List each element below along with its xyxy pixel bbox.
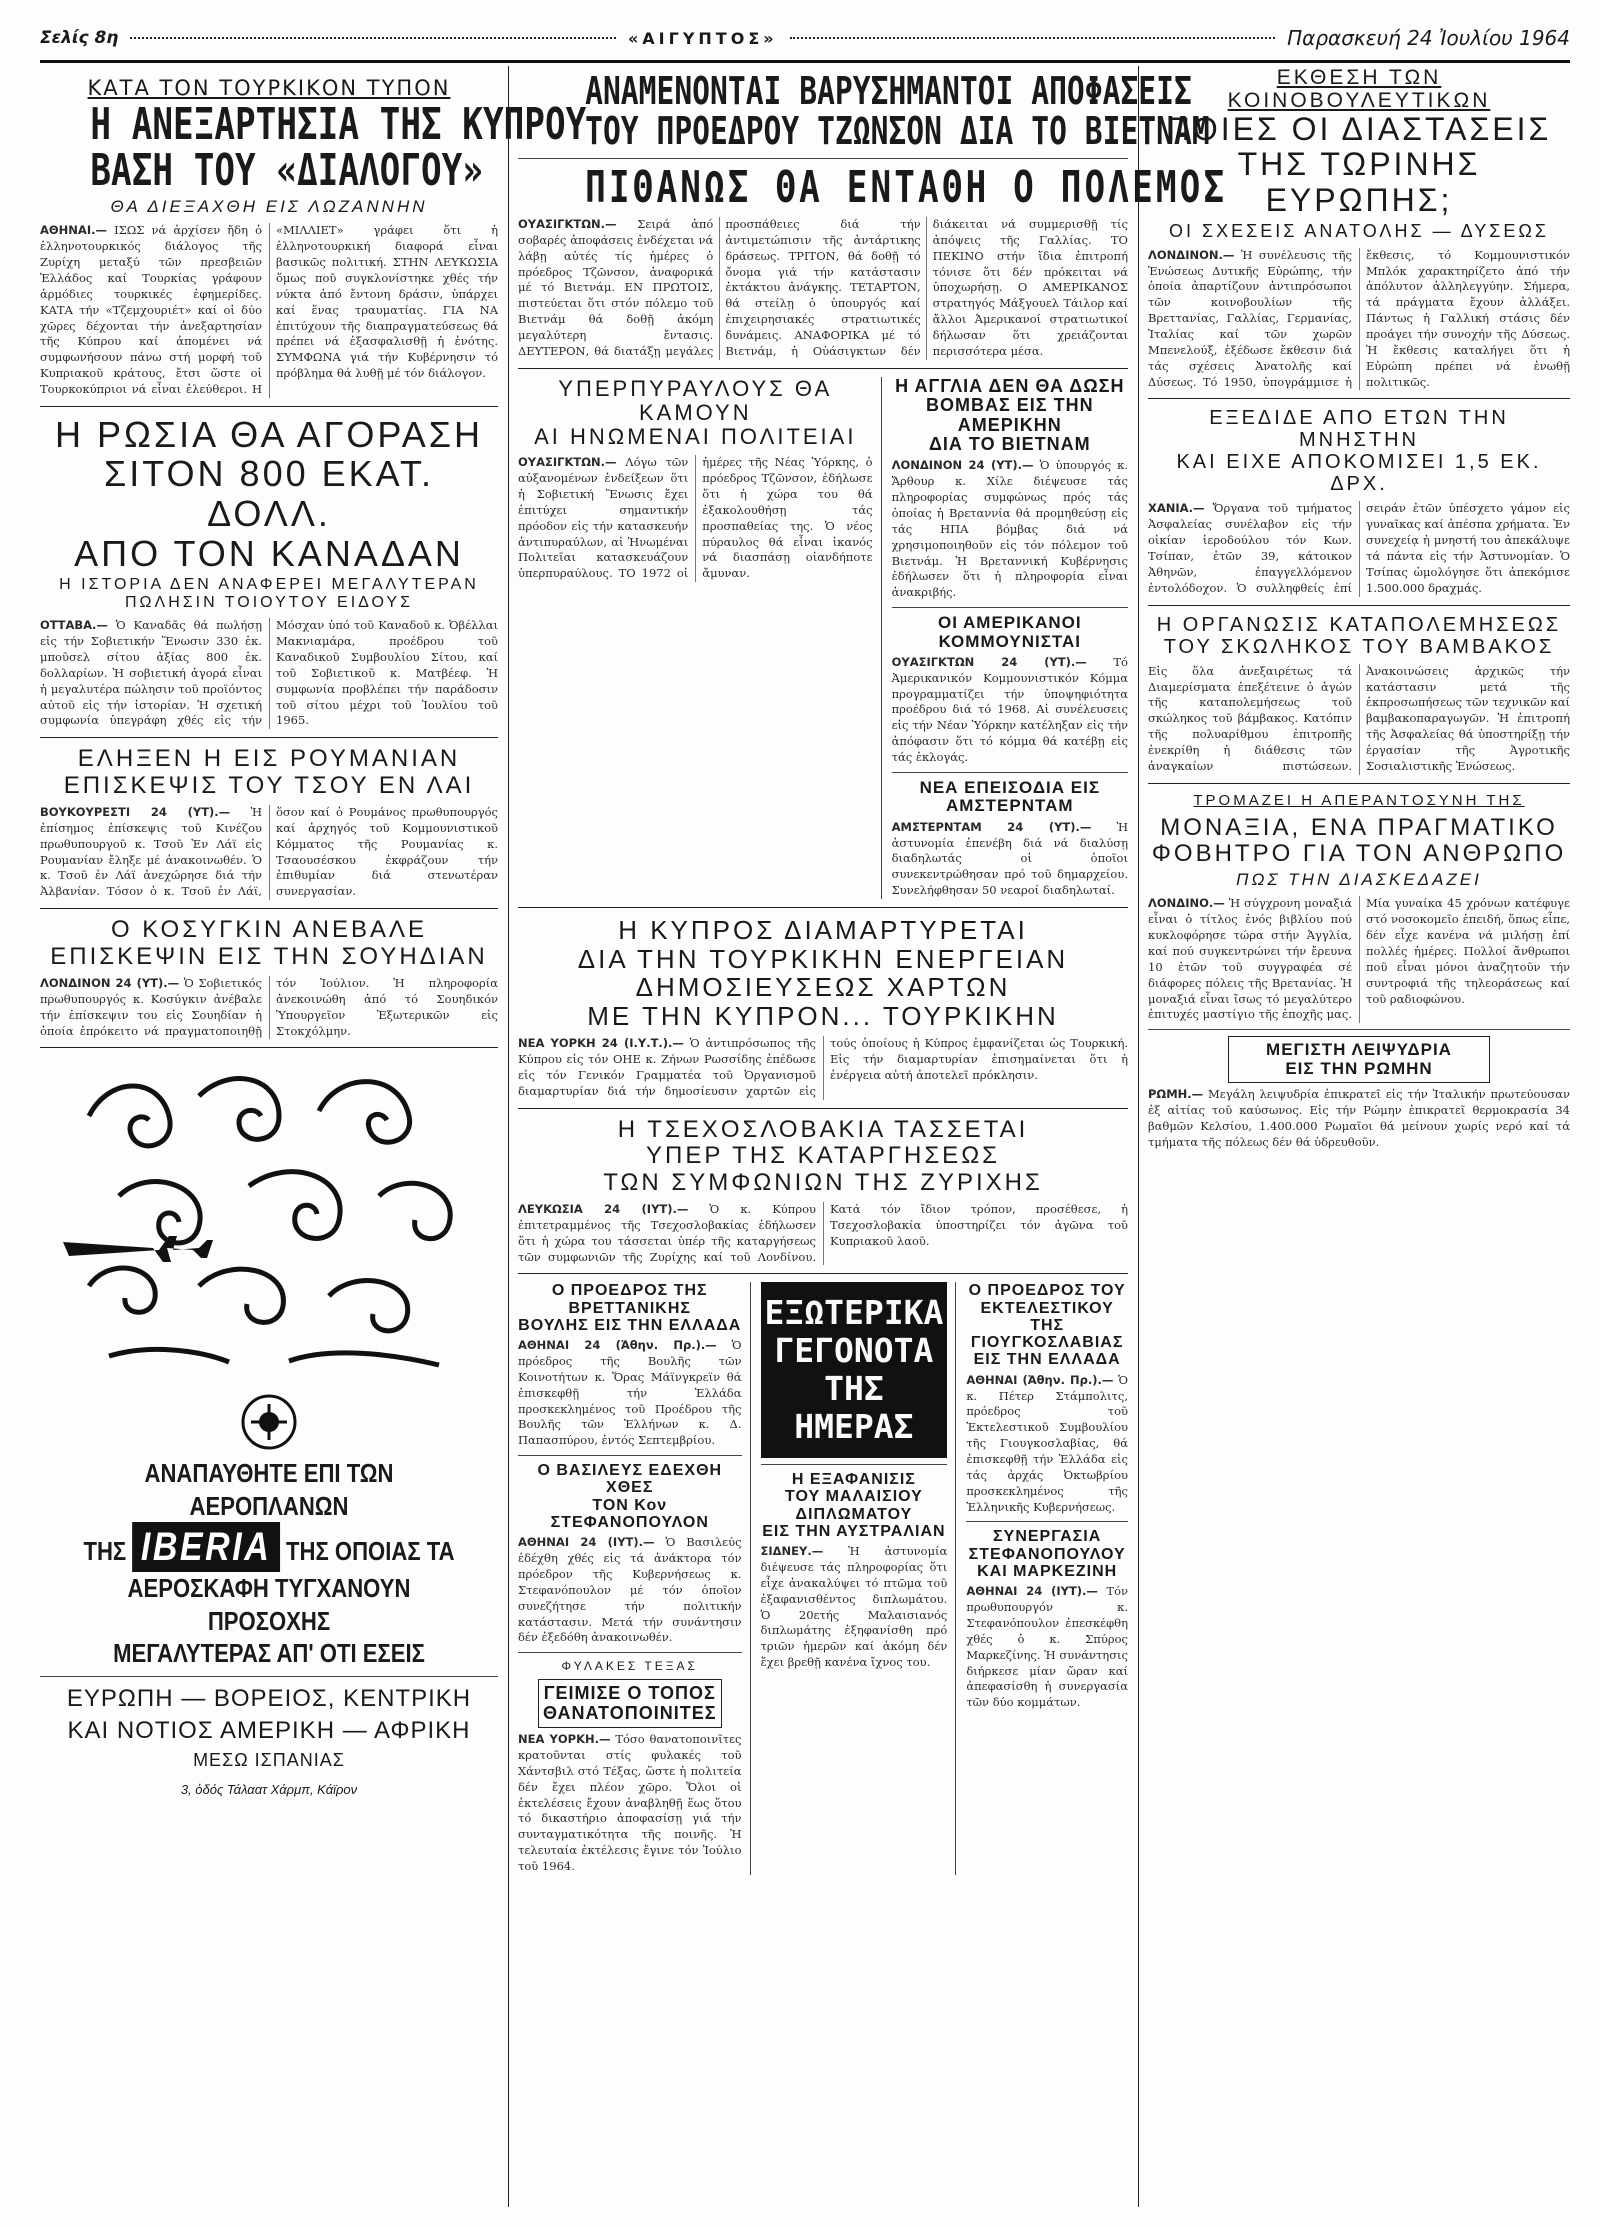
article-headline: ΤΗΣ ΓΙΟΥΓΚΟΣΛΑΒΙΑΣ: [970, 1316, 1124, 1352]
center-subcolumn-middle: [761, 1282, 957, 1875]
article-cotton-worm: [1148, 614, 1570, 775]
article-body: [966, 1373, 1128, 1516]
ad-headline: ΑΕΡΟΣΚΑΦΗ ΤΥΓΧΑΝΟΥΝ ΠΡΟΣΟΧΗΣ: [127, 1573, 411, 1636]
ad-headline-brand-line: [74, 1522, 463, 1572]
article-headline: Η ΟΡΓΑΝΩΣΙΣ ΚΑΤΑΠΟΛΕΜΗΣΕΩΣ: [1156, 613, 1562, 636]
article-chou-romania: [40, 746, 498, 900]
article-headline: Ο ΒΑΣΙΛΕΥΣ ΕΔΕΧΘΗ ΧΘΕΣ: [537, 1462, 723, 1497]
article-dateline: ΣΙΔΝΕΥ.—: [760, 1544, 824, 1559]
article-divider: [40, 406, 498, 407]
article-text: Ἡ σύγχρονη μοναξιά εἶναι ὁ τίτλος ἑνός βιβλίου πού κυκλοφόρησε τώρα στήν Ἀγγλία, καί πού συγκεντρώνει τήν ἔρευνα 10 ἐτῶν τοῦ συγγραφέα σέ διάφορες πόλεις τῆς Βρετανίας. Ἡ μοναξιά εἶναι ἴσως τό μεγαλύτερο ἐπιτυχές μαστίγιο τῆς ἐποχῆς μας. Μία γυναίκα 45 χρόνων κατέφυγε στό νοσοκομεῖο ἐπειδή, ὅπως εἶπε, δέν εἶχε κανένα νά μιλήσῃ ἐπί πολλές ἡμέρες. Πολλοί ἄνθρωποι ποῦ εἶναι μόνοι ἀναζητοῦν τήν συντροφιά τῆς τηλεοράσεως καί τοῦ ραδιοφώνου.: [1148, 896, 1570, 1022]
article-body: [1148, 664, 1570, 775]
article-headline: ΑΠΟ ΤΟΝ ΚΑΝΑΔΑΝ: [74, 532, 464, 574]
article-divider: [518, 1108, 1128, 1109]
article-headline: ΜΕΓΙΣΤΗ ΛΕΙΨΥΔΡΙΑ: [1266, 1040, 1452, 1060]
article-divider: [1148, 783, 1570, 784]
article-divider: [518, 907, 1128, 908]
article-divider: [40, 908, 498, 909]
article-loneliness: [1148, 792, 1570, 1024]
article-dateline: ΑΘΗΝΑΙ 24 (Ἀθην. Πρ.).—: [518, 1338, 717, 1353]
article-body: [892, 655, 1128, 766]
article-text: Ἡ ἀστυνομία ἐπενέβη διά νά διαλύσῃ διαδηλωτάς οἱ ὁποῖοι συνεκεντρώθησαν πρό τοῦ δημαρχείου. Συνελήφθησαν 50 νεαροί διαδηλωταί.: [891, 819, 1128, 898]
article-headline: ΥΠΕΡΠΥΡΑΥΛΟΥΣ ΘΑ ΚΑΜΟΥΝ: [558, 375, 833, 425]
article-czechoslovakia: [518, 1117, 1128, 1266]
article-headline: ΤΟΥ ΣΚΩΛΗΚΟΣ ΤΟΥ ΒΑΜΒΑΚΟΣ: [1163, 635, 1555, 658]
article-body: [518, 1036, 1128, 1099]
article-body: [518, 1535, 742, 1646]
article-cyprus-protest: [518, 916, 1128, 1100]
article-kosygin-sweden: [40, 917, 498, 1039]
article-dateline: ΟΥΑΣΙΓΚΤΩΝ.—: [518, 216, 617, 231]
article-text: Τό Ἀμερικανικόν Κομμουνιστικόν Κόμμα προγραμματίζει τήν ὑποψηφιότητα προέδρου διά τό 1968. Αἱ συνέλευσεις εἰς τήν Νέαν Ὑόρκην κατέληξαν εἰς τήν ἀπόφασιν ὅτι τό κόμμα θά κατέβῃ εἰς τάς ἐκλογάς.: [891, 654, 1128, 765]
article-dateline: ΑΜΣΤΕΡΝΤΑΜ 24 (ΥΤ).—: [891, 819, 1092, 834]
article-headline: ΟΙ ΑΜΕΡΙΚΑΝΟΙ ΚΟΜΜΟΥΝΙΣΤΑΙ: [937, 613, 1082, 651]
article-europe-dimensions: [1148, 66, 1570, 390]
article-headline: ΠΟΙΕΣ ΟΙ ΔΙΑΣΤΑΣΕΙΣ: [1166, 111, 1552, 148]
article-headline: Η ΚΥΠΡΟΣ ΔΙΑΜΑΡΤΥΡΕΤΑΙ: [618, 914, 1028, 945]
article-headline: ΤΟΥ ΠΡΟΕΔΡΟΥ ΤΖΩΝΣΟΝ ΔΙΑ ΤΟ ΒΙΕΤΝΑΜ: [585, 108, 1210, 153]
ad-destinations: ΕΥΡΩΠΗ — ΒΟΡΕΙΟΣ, ΚΕΝΤΡΙΚΗ: [66, 1684, 472, 1712]
masthead-divider: [40, 60, 1570, 63]
page-date: Παρασκευή 24 Ἰουλίου 1964: [1287, 26, 1571, 50]
headline-box: [1228, 1036, 1490, 1083]
article-headline: ΦΟΒΗΤΡΟ ΓΙΑ ΤΟΝ ΑΝΘΡΩΠΟ: [1151, 840, 1567, 868]
article-headline: ΑΙ ΗΝΩΜΕΝΑΙ ΠΟΛΙΤΕΙΑΙ: [534, 424, 857, 450]
article-body: [1148, 248, 1570, 391]
article-subheadline: ΟΙ ΣΧΕΣΕΙΣ ΑΝΑΤΟΛΗΣ — ΔΥΣΕΩΣ: [1169, 220, 1549, 241]
article-body: [40, 223, 498, 397]
article-headline: ΤΩΝ ΣΥΜΦΩΝΙΩΝ ΤΗΣ ΖΥΡΙΧΗΣ: [603, 1168, 1043, 1196]
ad-headline: ΜΕΓΑΛΥΤΕΡΑΣ ΑΠ' ΟΤΙ ΕΣΕΙΣ: [113, 1638, 425, 1669]
column-separator: [508, 66, 509, 2207]
column-separator: [1138, 66, 1139, 2207]
article-text: Σειρά ἀπό σοβαρές ἀποφάσεις ἐνδέχεται νά λάβῃ αὐτές τίς ἡμέρες ὁ πρόεδρος Τζῶνσον, ἀναφορικά μέ τό Βιετνάμ. ΕΝ ΠΡΩΤΟΙΣ, πιστεύεται ὅτι στόν πόλεμο τοῦ Βιετνάμ θά δοθῇ ἀκόμη μεγαλύτερη ἔντασις. ΔΕΥΤΕΡΟΝ, θά διατάξῃ μεγάλες προσπάθειες διά τήν ἀντιμετώπισιν τῆς ἀντάρτικης δράσεως. ΤΡΙΤΟΝ, θά δοθῇ τό ὄνομα γιά τήν κατάστασιν ἐκτάκτου ἀνάγκης. ΤΕΤΑΡΤΟΝ, θά στείλῃ ὁ ὑπουργός καί ἐπιχειρησιακές στρατιωτικές δυνάμεις. ΑΝΑΦΟΡΙΚΑ μέ τό Βιετνάμ, ἡ Οὐάσιγκτων δέν διάκειται νά συμμερισθῇ τίς ἀπόψεις τῆς Γαλλίας. ΤΟ ΠΕΚΙΝΟ στήν ἴδια ἐπιτροπή τόνισε ὅτι δέν πρόκειται νά ὑποχωρήσῃ. Ο ΑΜΕΡΙΚΑΝΟΣ στρατηγός Μάξγουελ Τάιλορ καί ἄλλοι Ἀμερικανοί στρατιωτικοί δήλωσαν ὅτι χρειάζονται περισσότερα μέσα.: [518, 216, 1128, 358]
article-dateline: ΟΥΑΣΙΓΚΤΩΝ 24 (ΥΤ).—: [891, 654, 1087, 669]
article-headline: ΒΑΣΗ ΤΟΥ «ΔΙΑΛΟΓΟΥ»: [90, 145, 483, 197]
article-text: Ἡ συνέλευσις τῆς Ἑνώσεως Δυτικῆς Εὐρώπης, τήν ὁποία ἀπαρτίζουν ἀντιπρόσωποι τῶν κοινοβουλίων τῆς Βρεττανίας, Γαλλίας, Γερμανίας, Ἰταλίας καί τῶν χωρῶν Μπενελούξ, ἐξέδωσε ἔκθεσιν διά τάς σχέσεις Ἀνατολῆς καί Δύσεως. Τό 1950, ὑπογράμμισε ἡ ἔκθεσις, τό Κομμουνιστικόν Μπλόκ χαρακτηρίζετο ἀπό τήν ἀπόλυτον ἀλληλεγγύην. Σήμερα, τά πράγματα ἔχουν ἀλλάξει. Πάντως ἡ Γαλλική στάσις δέν προάγει τήν συνοχήν τῆς Δύσεως. Ἡ ἔκθεσις καταλήγει ὅτι ἡ Εὐρώπη πρέπει νά ἐνωθῇ πολιτικῶς.: [1148, 247, 1570, 389]
center-subcolumn-left: [518, 1282, 751, 1875]
column-right: [1148, 66, 1570, 2207]
article-headline: ΓΕΙΜΙΣΕ Ο ΤΟΠΟΣ: [543, 1683, 716, 1704]
article-dateline: ΛΟΝΔΙΝΟΝ 24 (ΥΤ).—: [40, 975, 180, 990]
article-divider: [40, 1047, 498, 1048]
article-headline: Η ΡΩΣΙΑ ΘΑ ΑΓΟΡΑΣΗ: [54, 413, 484, 455]
article-headline: ΜΕ ΤΗΝ ΚΥΠΡΟΝ... ΤΟΥΡΚΙΚΗΝ: [587, 1000, 1059, 1031]
article-body: [761, 1544, 948, 1671]
article-kicker: ΚΑΤΑ ΤΟΝ ΤΟΥΡΚΙΚΟΝ ΤΥΠΟΝ: [87, 76, 451, 100]
article-text: Ὁ πρόεδρος τῆς Βουλῆς τῶν Κοινοτήτων κ. Ὅρας Μάϊνγκρεϊν θά ἐπισκεφθῇ τήν Ἑλλάδα προσκεκλημένος τοῦ Προέδρου τῆς Βουλῆς τῶν Ἑλλήνων κ. Δ. Παπασπύρου, ἐντός Σεπτεμβρίου.: [518, 1338, 742, 1448]
article-headline: ΕΛΗΞΕΝ Η ΕΙΣ ΡΟΥΜΑΝΙΑΝ: [77, 745, 461, 773]
article-rome-drought: [1148, 1036, 1570, 1150]
article-headline: Η ΕΞΑΦΑΝΙΣΙΣ: [791, 1471, 916, 1489]
article-superrockets: [518, 377, 882, 899]
article-text: Τόσο θανατοποινῖτες κρατοῦνται στίς φυλακές τοῦ Χάντσβιλ στό Τέξας, ὥστε ἡ πολιτεία δέν ἔχει πλέον χῶρο. Ὅλοι οἱ ἐκτελέσεις ἔχουν ἀναβληθῇ ἕως ὅτου τό δικαστήριο ἀποφασίσῃ γιά τήν συνταγματικότητα τῆς ποινῆς. Ἡ τελευταία ἐκτέλεσις ἔγινε τόν Ἰούλιο τοῦ 1964.: [518, 1732, 742, 1873]
ad-destinations: ΚΑΙ ΝΟΤΙΟΣ ΑΜΕΡΙΚΗ — ΑΦΡΙΚΗ: [67, 1717, 471, 1745]
article-headline: ΥΠΕΡ ΤΗΣ ΚΑΤΑΡΓΗΣΕΩΣ: [646, 1142, 1000, 1170]
article-text: Ἡ ἐπίσημος ἐπίσκεψις τοῦ Κινέζου πρωθυπουργοῦ κ. Τσοῦ Ἐν Λάϊ εἰς Ρουμανίαν ἔληξε μέ ἀνακοινωθέν. Ὁ κ. Τσοῦ ἐν Λάϊ ἀνεχώρησε διά τήν Ἀλβανίαν. Τόσον ὁ κ. Τσοῦ ἐν Λάϊ, ὅσον καί ὁ Ρουμάνος πρωθυπουργός καί ἀρχηγός τοῦ Κομμουνιστικοῦ Κόμματος τῆς Ρουμανίας κ. Τσαουσέσκου ἐκφράζουν τήν ἐπιθυμίαν διά στενωτέραν συνεργασίαν.: [40, 805, 498, 899]
article-divider: [892, 607, 1128, 608]
article-headline: Η ΤΣΕΧΟΣΛΟΒΑΚΙΑ ΤΑΣΣΕΤΑΙ: [617, 1115, 1029, 1143]
article-headline: ΜΟΝΑΞΙΑ, ΕΝΑ ΠΡΑΓΜΑΤΙΚΟ: [1160, 813, 1558, 841]
article-fiancee-swindle: [1148, 407, 1570, 596]
iberia-advertisement: [40, 1056, 498, 1797]
article-headline: ΕΠΙΣΚΕΨΙΝ ΕΙΣ ΤΗΝ ΣΟΥΗΔΙΑΝ: [50, 942, 488, 970]
article-headline: ΘΑΝΑΤΟΠΟΙΝΙΤΕΣ: [543, 1702, 717, 1723]
article-headline: Ο ΠΡΟΕΔΡΟΣ ΤΟΥ ΕΚΤΕΛΕΣΤΙΚΟΥ: [968, 1282, 1126, 1317]
article-dateline: ΛΟΝΔΙΝΟ.—: [1148, 896, 1225, 911]
article-body: [518, 1732, 742, 1875]
article-headline: ΒΟΜΒΑΣ ΕΙΣ ΤΗΝ ΑΜΕΡΙΚΗΝ: [925, 395, 1094, 435]
article-body: [892, 820, 1128, 899]
article-divider: [761, 1464, 948, 1465]
article-body: [518, 455, 873, 582]
article-body: [892, 458, 1128, 601]
article-headline: ΝΕΑ ΕΠΕΙΣΟΔΙΑ ΕΙΣ ΑΜΣΤΕΡΝΤΑΜ: [919, 777, 1101, 816]
article-body: [40, 805, 498, 900]
headline-divider: [518, 158, 1128, 159]
article-dateline: ΒΟΥΚΟΥΡΕΣΤΙ 24 (ΥΤ).—: [40, 805, 231, 819]
article-body: [40, 618, 498, 729]
article-text: Τόν πρωθυπουργόν κ. Στεφανόπουλον ἐπεσκέφθη χθές ὁ κ. Σπύρος Μαρκεζίνης. Ἡ συνάντησις διήρκεσε μίαν ὥραν καί ἀπεφασίσθη ἡ συνεργασία τῶν δύο κομμάτων.: [966, 1584, 1128, 1710]
article-text: Ὁ ἀντιπρόσωπος τῆς Κύπρου εἰς τόν ΟΗΕ κ. Ζήνων Ρωσσίδης ἐπέδωσε εἰς τόν Γενικόν Γραμματέα τοῦ Ὀργανισμοῦ διαμαρτυρίαν διά τήν δημοσίευσιν χαρτῶν εἰς τούς ὁποίους ἡ Κύπρος ἐμφανίζεται ὡς Τουρκική. Εἰς τήν διαμαρτυρίαν ἐπισημαίνεται ὅτι ἡ ἐνέργεια αὐτή ἀποτελεῖ πρόκλησιν.: [518, 1036, 1128, 1098]
article-kicker: ΕΚΘΕΣΗ ΤΩΝ ΚΟΙΝΟΒΟΥΛΕΥΤΙΚΩΝ: [1227, 66, 1491, 113]
article-russia-wheat: [40, 415, 498, 729]
article-body: [518, 1338, 742, 1449]
article-text: Ὁ κ. Κύπρου ἐπιτετραμμένος τῆς Τσεχοσλοβακίας ἐδήλωσεν ὅτι ἡ χώρα του τάσσεται ὑπέρ τῆς καταργήσεως τῶν συμφωνιῶν τῆς Ζυρίχης καί τοῦ Λονδίνου. Κατά τόν ἴδιον τρόπον, προσέθεσε, ἡ Τσεχοσλοβακία ὑποστηρίζει τόν ἀγῶνα τοῦ Κυπριακοῦ λαοῦ.: [518, 1201, 1128, 1264]
article-text: Ὁ Καναδᾶς θά πωλήσῃ εἰς τήν Σοβιετικήν Ἕνωσιν 330 ἑκ. μποῦσελ σίτου ἀξίας 800 ἑκ. δολλαρίων. Ἡ σοβιετική ἀγορά εἶναι ἡ μεγαλυτέρα πώλησιν τοῦ προϊόντος αὐτοῦ εἰς τήν ἱστορίαν. Ἡ σχετική συμφωνία ὑπεγράφη χθές εἰς τήν Μόσχαν ὑπό τοῦ Καναδοῦ κ. Ὀβέλλαι Μακνιαμάρα, προέδρου τοῦ Καναδικοῦ Συμβουλίου Σίτου, καί τοῦ Σοβιετικοῦ κ. Ματβέεφ. Ἡ συμφωνία προβλέπει τήν παράδοσιν τοῦ σίτου μέχρι τοῦ Ἰουλίου τοῦ 1965.: [40, 618, 498, 728]
article-headline: ΠΙΘΑΝΩΣ ΘΑ ΕΝΤΑΘΗ Ο ΠΟΛΕΜΟΣ: [585, 161, 1228, 213]
article-divider: [518, 368, 1128, 369]
article-dateline: ΡΩΜΗ.—: [1148, 1087, 1204, 1102]
article-dateline: ΑΘΗΝΑΙ 24 (ΙΥΤ).—: [966, 1584, 1098, 1599]
article-text: Ἡ ἀστυνομία διέψευσε τάς πληροφορίας ὅτι εἶχε ἀνακαλύψει τό πτῶμα τοῦ ἐξαφανισθέντος διπλωμάτου. Ὁ 20ετής Μαλαισιανός διπλωμάτης ἐξηφανίσθη πρό τριῶν ἡμερῶν καί ἀκόμη δέν ἔχει βρεθῇ κανένα ἴχνος του.: [760, 1544, 948, 1670]
article-dateline: ΑΘΗΝΑΙ (Ἀθην. Πρ.).—: [966, 1372, 1114, 1387]
article-dateline: ΑΘΗΝΑΙ 24 (ΙΥΤ).—: [518, 1535, 655, 1550]
article-text: Λόγω τῶν αὐξανομένων ἐνδείξεων ὅτι ἡ Σοβιετική Ἕνωσις ἔχει ἐπιτύχει σημαντικήν πρόοδον εἰς τήν κατασκευήν ἀντιπυραύλων, αἱ Ἡνωμέναι Πολιτεῖαι κατασκευάζουν ὑπερπυραύλους. ΤΟ 1972 οἱ ἡμέρες τῆς Νέας Ὑόρκης, ὁ πρόεδρος Τζῶνσον, ἐδήλωσε ὅτι ἡ χώρα του θά ἐξακολουθήσῃ τάς προσπαθείας της. Ὁ νέος πύραυλος θά εἶναι ἱκανός νά διασπάσῃ οἱανδήποτε ἄμυναν.: [518, 455, 873, 581]
article-body: [40, 976, 498, 1039]
article-divider: [518, 1273, 1128, 1274]
article-body: [1148, 1087, 1570, 1150]
article-dateline: ΟΥΑΣΙΓΚΤΩΝ.—: [518, 455, 617, 470]
article-headline: ΤΟΝ Κον ΣΤΕΦΑΝΟΠΟΥΛΟΝ: [550, 1496, 709, 1531]
article-body: [966, 1584, 1128, 1711]
article-body: [1148, 896, 1570, 1023]
ad-headline: ΑΝΑΠΑΥΘΗΤΕ ΕΠΙ ΤΩΝ ΑΕΡΟΠΛΑΝΩΝ: [144, 1458, 394, 1521]
ad-brand-pre: ΤΗΣ: [83, 1536, 127, 1567]
article-headline: Ο ΠΡΟΕΔΡΟΣ ΤΗΣ ΒΡΕΤΤΑΝΙΚΗΣ: [551, 1282, 708, 1317]
article-headline: ΔΙΑ ΤΟ ΒΙΕΤΝΑΜ: [928, 434, 1091, 455]
masthead-rule-left: [130, 37, 616, 39]
ad-divider: [40, 1676, 498, 1677]
article-text: Μεγάλη λειψυδρία ἐπικρατεῖ εἰς τήν Ἰταλικήν πρωτεύουσαν ἐξ αἰτίας τοῦ καύσωνος. Εἰς τήν Ρώμην ἐπικρατεῖ θερμοκρασία 34 βαθμῶν Κελσίου, 1.400.000 Ρωμαῖοι θά μείνουν χωρίς νερό καί τά τμήματα τῆς πόλεως δέν θά ὑδρευθοῦν.: [1148, 1087, 1570, 1149]
masthead-rule-right: [790, 37, 1276, 39]
center-subcolumn-right: [966, 1282, 1128, 1875]
article-headline: ΣΥΝΕΡΓΑΣΙΑ ΣΤΕΦΑΝΟΠΟΥΛΟΥ: [968, 1528, 1126, 1563]
article-headline: ΑΝΑΜΕΝΟΝΤΑΙ ΒΑΡΥΣΗΜΑΝΤΟΙ ΑΠΟΦΑΣΕΙΣ: [585, 69, 1192, 113]
article-body: [1148, 501, 1570, 596]
headline-box: [538, 1679, 722, 1728]
article-text: Ὁ ὑπουργός κ. Ἄρθουρ κ. Χίλε διέψευσε τάς πληροφορίας συμφώνως πρός τάς ὁποίας ἡ Βρεταννία θά προμηθεύσῃ εἰς τάς ΗΠΑ βόμβας διά νά χρησιμοποιηθοῦν εἰς τόν πόλεμον τοῦ Βιετνάμ. Ἡ Βρεταννική Κυβέρνησις ἐδήλωσεν ὅτι ἡ πληροφορία εἶναι ἀνακριβής.: [891, 458, 1128, 600]
article-divider: [1148, 398, 1570, 399]
article-body: [518, 217, 1128, 360]
article-kicker: ΤΡΟΜΑΖΕΙ Η ΑΠΕΡΑΝΤΟΣΥΝΗ ΤΗΣ: [1193, 791, 1525, 809]
article-england-bombs: [892, 377, 1128, 899]
article-dateline: ΟΤΤΑΒΑ.—: [40, 618, 108, 633]
article-text: Ὁ Βασιλεύς ἐδέχθη χθές εἰς τά ἀνάκτορα τόν πρόεδρον τῆς Κυβερνήσεως κ. Στεφανόπουλον μέ τόν ὁποῖον συνεζήτησε τήν πολιτικήν κατάστασιν. Μετά τήν συνάντησιν δέν ἐξεδόθη ἀνακοινωθέν.: [518, 1535, 742, 1645]
article-dateline: ΛΟΝΔΙΝΟΝ.—: [1148, 247, 1235, 262]
article-dateline: ΧΑΝΙΑ.—: [1148, 501, 1205, 516]
article-text: Εἰς ὅλα ἀνεξαιρέτως τά Διαμερίσματα ἐπεξέτεινε ὁ ἀγών τῆς καταπολεμήσεως τοῦ σκώληκος τοῦ βάμβακος. Κατόπιν τῆς πολυαρίθμου ἐπιτροπῆς ἐνεκρίθη ἡ διάθεσις τῶν ἀναγκαίων πιστώσεων. Ἀνακοινώσεις ἀρχικῶς τήν κατάστασιν μετά τῆς ἐκπροσωπήσεως τῶν τεχνικῶν καί βαμβακοπαραγωγῶν. Ἡ ἐπιτροπή τῆς Ἀσφαλείας θά ὑποστηρίξῃ τήν ἐργασίαν τῆς Ἀγροτικῆς Σοσιαλιστικῆς Ἑνώσεως.: [1148, 663, 1570, 773]
article-headline: ΤΗΣ ΤΩΡΙΝΗΣ ΕΥΡΩΠΗΣ;: [1237, 146, 1481, 218]
foreign-events-banner: ΕΞΩΤΕΡΙΚΑ ΓΕΓΟΝΟΤΑ ΤΗΣ ΗΜΕΡΑΣ: [761, 1282, 948, 1458]
article-divider: [1148, 1029, 1570, 1030]
article-divider: [518, 1455, 742, 1456]
article-headline: ΤΟΥ ΜΑΛΑΙΣΙΟΥ ΔΙΠΛΩΜΑΤΟΥ: [784, 1488, 923, 1523]
iberia-brand: IBERIA: [132, 1522, 280, 1572]
masthead: [40, 18, 1570, 58]
article-divider: [518, 1652, 742, 1653]
article-headline: ΚΑΙ ΕΙΧΕ ΑΠΟΚΟΜΙΣΕΙ 1,5 ΕΚ. ΔΡΧ.: [1176, 451, 1542, 496]
article-headline: ΒΟΥΛΗΣ ΕΙΣ ΤΗΝ ΕΛΛΑΔΑ: [518, 1316, 742, 1334]
ad-address: 3, ὁδός Τάλαατ Χάρμπ, Κάϊρον: [180, 1781, 358, 1797]
center-row-2: [518, 1282, 1128, 1875]
article-headline: ΕΙΣ ΤΗΝ ΕΛΛΑΔΑ: [973, 1351, 1121, 1369]
ornamental-swirl-illustration: [49, 1056, 489, 1386]
newspaper-name: «ΑΙΓΥΠΤΟΣ»: [627, 28, 778, 48]
article-text: Ὄργανα τοῦ τμήματος Ἀσφαλείας συνέλαβον εἰς τήν οἰκίαν ἱεροδούλου τόν Κων. Τσίπαν, ἐτῶν 39, κάτοικον Ἀθηνῶν, ἐπαγγελλόμενον ἐντολόδοχον. Ὁ συλληφθείς ἐπί σειράν ἐτῶν ὑπέσχετο γάμον εἰς γυναῖκας καί ἀπέσπα χρήματα. Ἐν συνεχείᾳ ἡ μνηστή του ἀπεκάλυψε τά πάντα εἰς τήν Ἀστυνομίαν. Ὁ Τσίπας ὡμολόγησε ὅτι ἀπεκόμισε 1.500.000 δραχμάς.: [1148, 501, 1570, 595]
article-headline: ΕΞΕΔΙΔΕ ΑΠΟ ΕΤΩΝ ΤΗΝ ΜΝΗΣΤΗΝ: [1209, 407, 1509, 452]
article-divider: [40, 737, 498, 738]
article-headline: ΕΙΣ ΤΗΝ ΡΩΜΗΝ: [1285, 1058, 1433, 1078]
article-headline: ΔΗΜΟΣΙΕΥΣΕΩΣ ΧΑΡΤΩΝ: [635, 972, 1011, 1003]
article-subheadline: ΠΩΣ ΤΗΝ ΔΙΑΣΚΕΔΑΖΕΙ: [1236, 870, 1482, 890]
ad-via: ΜΕΣΩ ΙΣΠΑΝΙΑΣ: [193, 1749, 345, 1770]
center-row-1: [518, 377, 1128, 899]
article-dateline: ΑΘΗΝΑΙ.—: [40, 223, 107, 238]
article-divider: [1148, 605, 1570, 606]
article-body: [518, 1202, 1128, 1265]
article-text: ΙΣΩΣ νά ἀρχίσεν ἤδη ὁ ἑλληνοτουρκικός διάλογος τῆς Ζυρίχη μεταξύ τῶν πρεσβειῶν Ἑλλάδος καί Τουρκίας γράφουν ἁρμόδιες τουρκικές ἐφημερίδες. ΚΑΤΑ τήν «Τζεμχουριέτ» καί οἱ δύο χῶρες δέχονται τήν ἀνεξαρτησίαν τῆς Κύπρου καί ἀπομένει νά συμφωνήσουν πάνω στή μορφή τοῦ Κυπριακοῦ κράτους, ἔτσι ὥστε οἱ Τουρκοκύπριοι νά εἶναι ἐλεύθεροι. Η «ΜΙΛΛΙΕΤ» γράφει ὅτι ἡ ἑλληνοτουρκική διαφορά εἶναι βασικῶς πολιτική. ΣΤΗΝ ΛΕΥΚΩΣΙΑ ὅμως ποῦ συγκλονίστηκε χθές τήν νύκτα ἀπό ἔντονη δράσιν, ὑπάρχει καί ἕνας τραυματίας. ΓΙΑ ΝΑ ἐπιτύχουν τῆς διαπραγματεύσεως θά πρέπει νά ἐξασφαλισθῇ ἡ ἑνότης. ΣΥΜΦΩΝΑ γιά τήν Κυβέρνησιν τό πρόβλημα θά λυθῇ μέ τόν διάλογον.: [40, 223, 498, 396]
article-headline: Ο ΚΟΣΥΓΚΙΝ ΑΝΕΒΑΛΕ: [110, 916, 428, 944]
article-text: Ὁ Σοβιετικός πρωθυπουργός κ. Κοσύγκιν ἀνέβαλε τήν ἐπίσκεψιν του εἰς Σουηδίαν ἡ ὁποία ἐπρόκειτο νά πραγματοποιηθῇ τόν Ἰούλιον. Ἡ πληροφορία ἀνεκοινώθη ἀπό τό Σουηδικόν Ὑπουργεῖον Ἐξωτερικῶν εἰς Στοκχόλμην.: [40, 975, 498, 1038]
article-headline: ΕΙΣ ΤΗΝ ΑΥΣΤΡΑΛΙΑΝ: [762, 1522, 946, 1540]
article-divider: [892, 772, 1128, 773]
article-headline: ΕΠΙΣΚΕΨΙΣ ΤΟΥ ΤΣΟΥ ΕΝ ΛΑΙ: [63, 771, 475, 799]
article-dateline: ΝΕΑ ΥΟΡΚΗ 24 (Ι.Υ.Τ.).—: [518, 1036, 684, 1051]
article-headline: ΣΙΤΟΝ 800 ΕΚΑΤ. ΔΟΛΛ.: [103, 453, 435, 535]
article-subheadline: Η ΙΣΤΟΡΙΑ ΔΕΝ ΑΝΑΦΕΡΕΙ ΜΕΓΑΛΥΤΕΡΑΝ ΠΩΛΗΣΙΝ ΤΟΙΟΥΤΟΥ ΕΙΔΟΥΣ: [59, 576, 479, 612]
iberia-logo-emblem: [239, 1392, 299, 1452]
article-dateline: ΛΟΝΔΙΝΟΝ 24 (ΥΤ).—: [891, 458, 1034, 473]
article-headline: ΚΑΙ ΜΑΡΚΕΖΙΝΗ: [977, 1562, 1118, 1580]
article-divider: [966, 1521, 1128, 1522]
article-dateline: ΝΕΑ ΥΟΡΚΗ.—: [518, 1732, 611, 1747]
article-text: Ὁ κ. Πέτερ Στάμπολιτς, πρόεδρος τοῦ Ἐκτελεστικοῦ Συμβουλίου τῆς Γιουγκοσλαβίας, θά ἐπισκεφθῇ τήν Ἑλλάδα εἰς τάς ἀρχάς Ὀκτωβρίου προσκεκλημένος τῆς Ἑλληνικῆς Κυβερνήσεως.: [966, 1372, 1128, 1514]
article-subheadline: ΘΑ ΔΙΕΞΑΧΘΗ ΕΙΣ ΛΩΖΑΝΝΗΝ: [110, 197, 428, 217]
page-number: Σελίς 8η: [40, 28, 119, 48]
article-headline: Η ΑΓΓΛΙΑ ΔΕΝ ΘΑ ΔΩΣΗ: [895, 375, 1125, 396]
article-headline: ΔΙΑ ΤΗΝ ΤΟΥΡΚΙΚΗΝ ΕΝΕΡΓΕΙΑΝ: [577, 943, 1069, 974]
article-dateline: ΛΕΥΚΩΣΙΑ 24 (ΙΥΤ).—: [518, 1201, 689, 1216]
ad-brand-post: ΤΗΣ ΟΠΟΙΑΣ ΤΑ: [286, 1536, 455, 1567]
article-headline: Η ΑΝΕΞΑΡΤΗΣΙΑ ΤΗΣ ΚΥΠΡΟΥ: [90, 99, 587, 150]
article-kicker: ΦΥΛΑΚΕΣ ΤΕΞΑΣ: [561, 1659, 698, 1674]
